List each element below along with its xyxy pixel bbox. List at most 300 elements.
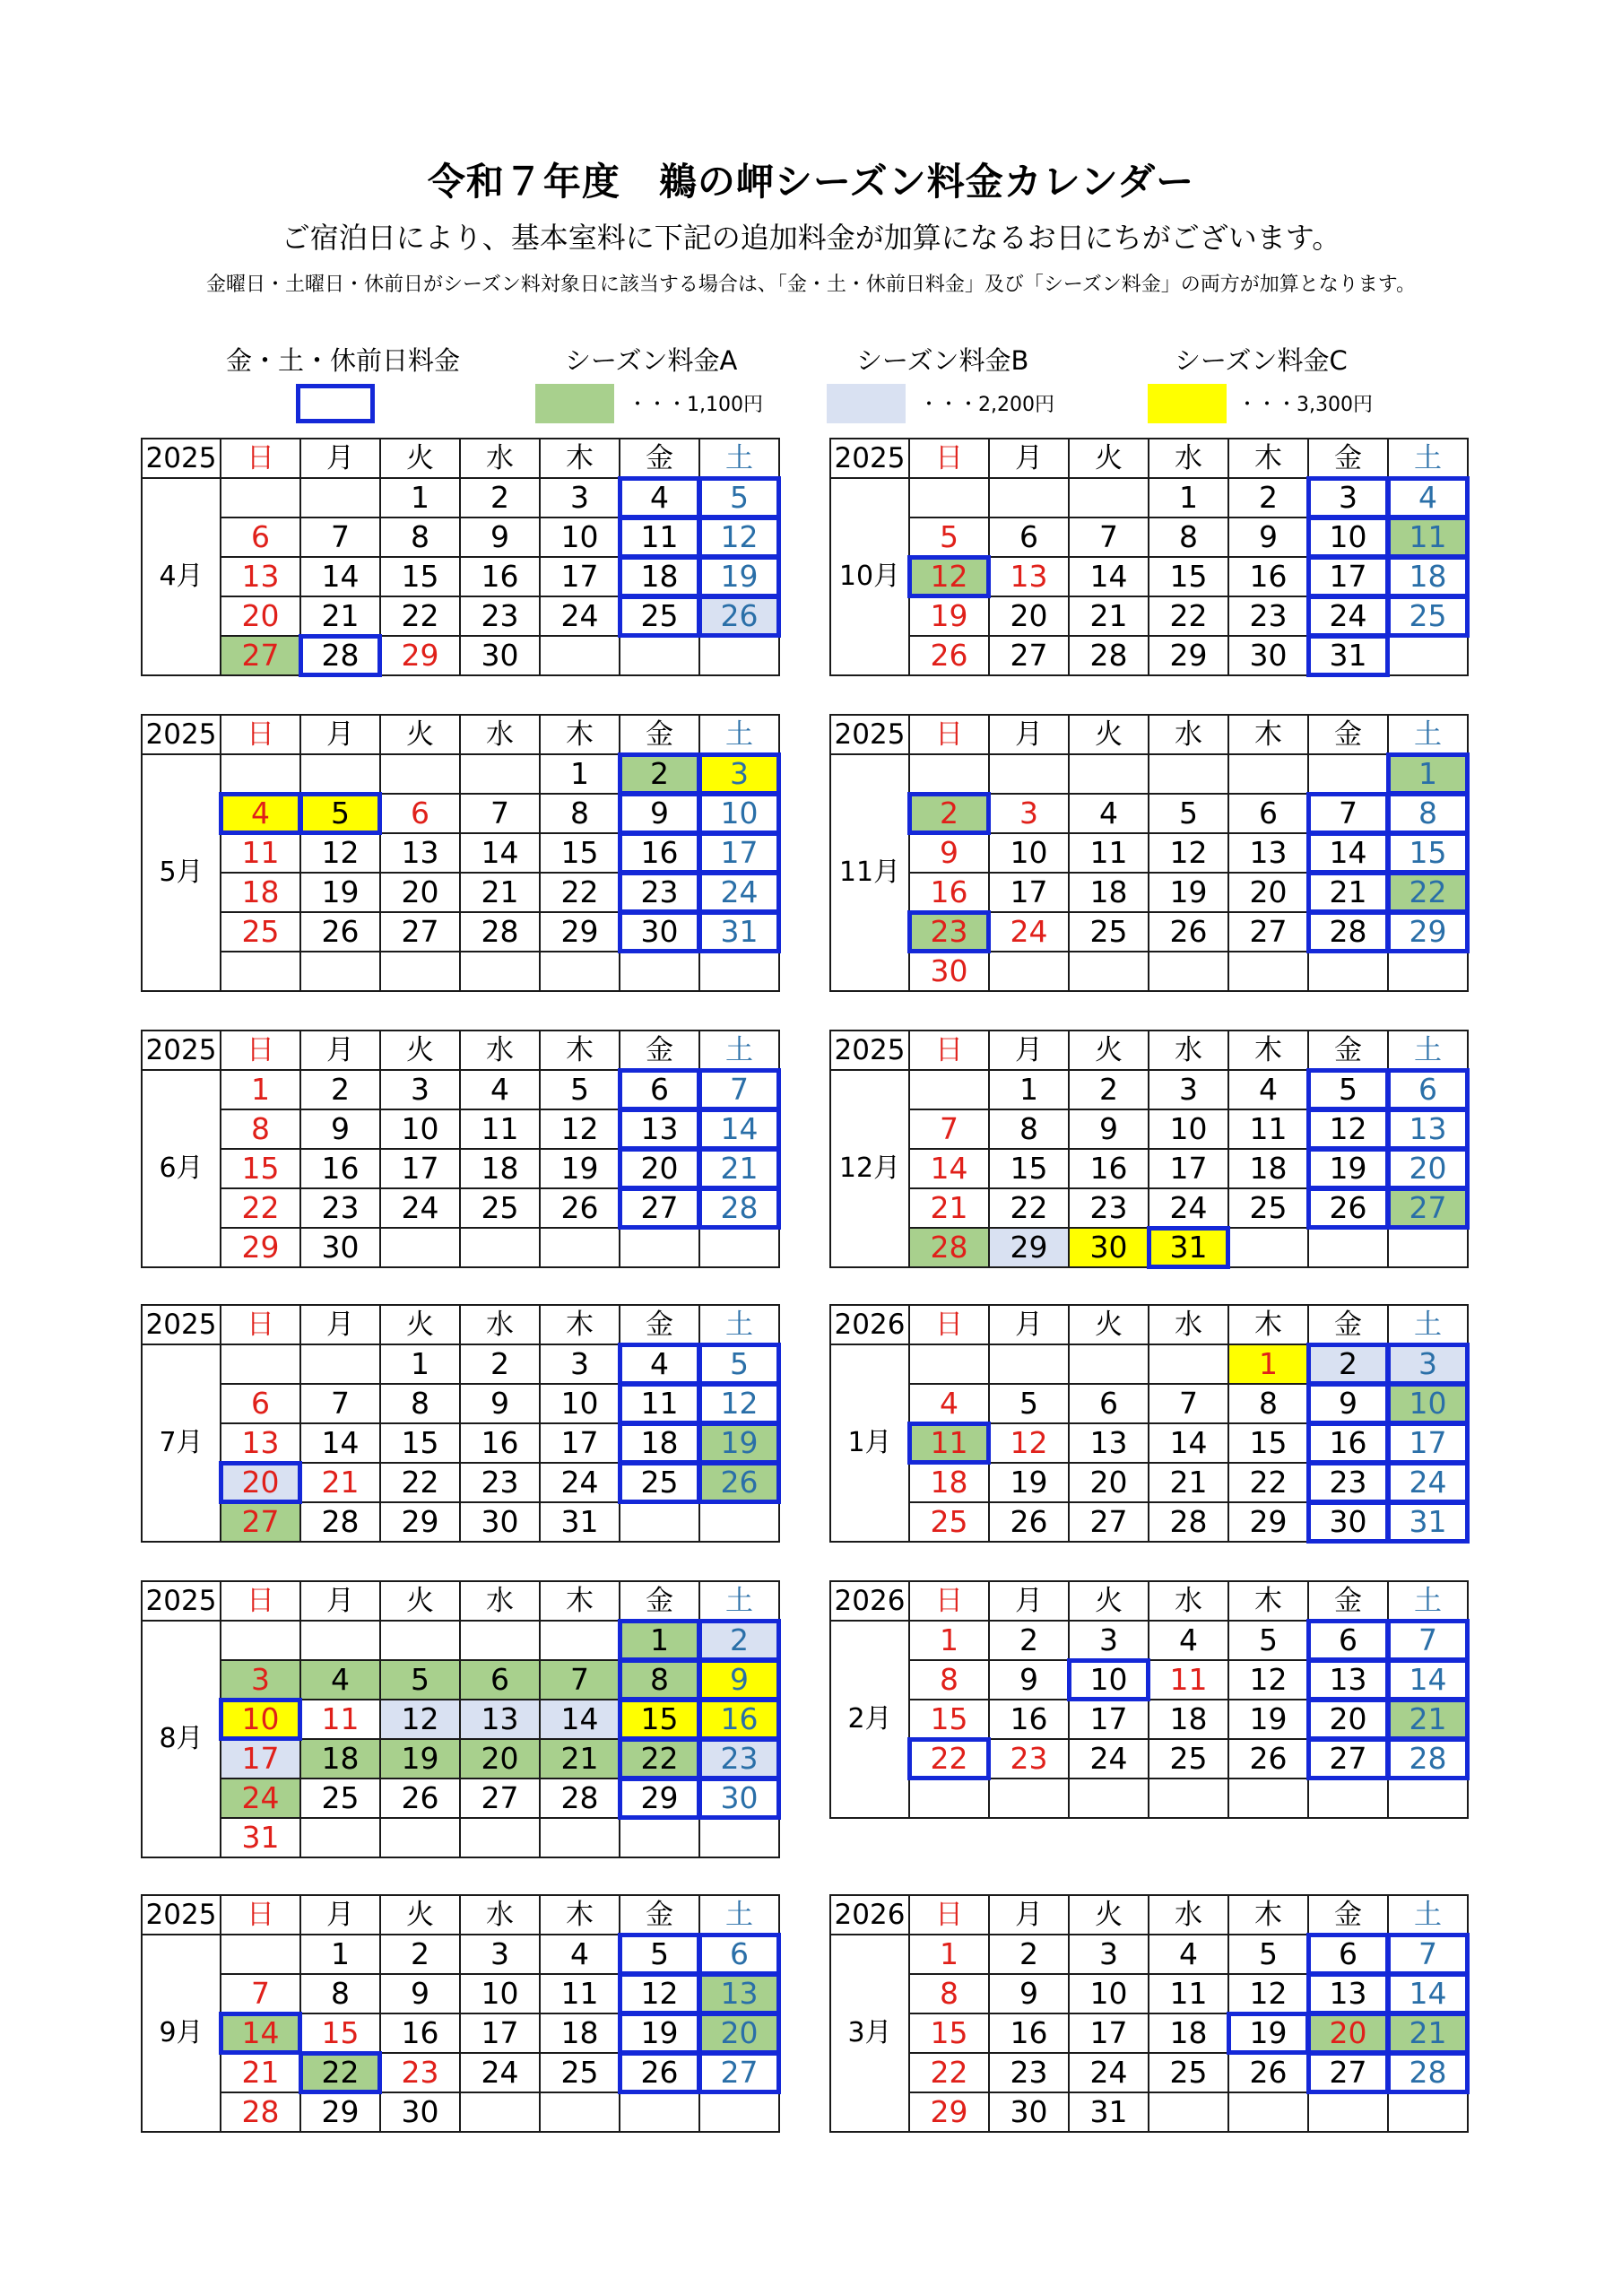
calendar-day: 4	[620, 478, 699, 517]
calendar-day: 10	[1388, 1384, 1468, 1423]
weekday-header: 水	[460, 1895, 540, 1935]
calendar-day: 27	[1228, 912, 1308, 952]
weekday-header: 土	[699, 1305, 779, 1344]
calendar-empty-cell	[380, 952, 460, 991]
calendar-year: 2026	[830, 1895, 909, 1935]
calendar-day: 22	[221, 1188, 300, 1228]
calendar-day: 7	[1069, 517, 1149, 557]
calendar-empty-cell	[1388, 2092, 1468, 2132]
calendar-day: 12	[989, 1423, 1069, 1463]
calendar-day: 30	[909, 952, 989, 991]
calendar-empty-cell	[699, 636, 779, 675]
calendar-day: 26	[1228, 1739, 1308, 1779]
weekday-header: 水	[1149, 715, 1228, 754]
calendar-empty-cell	[909, 754, 989, 794]
calendar-day: 6	[221, 1384, 300, 1423]
calendar-day: 5	[989, 1384, 1069, 1423]
calendar-day: 14	[1308, 833, 1388, 873]
calendar-day: 13	[221, 557, 300, 596]
calendar-day: 1	[989, 1070, 1069, 1109]
calendar-day: 7	[221, 1974, 300, 2013]
calendar-day: 1	[1388, 754, 1468, 794]
month-calendar	[141, 1580, 780, 1858]
calendar-day: 21	[1308, 873, 1388, 912]
weekday-header: 水	[1149, 1895, 1228, 1935]
calendar-day: 20	[620, 1149, 699, 1188]
legend-season-b-swatch	[827, 384, 906, 423]
calendar-day: 15	[380, 557, 460, 596]
month-calendar	[141, 714, 780, 992]
calendar-empty-cell	[1149, 952, 1228, 991]
page-title: 令和７年度 鵜の岬シーズン料金カレンダー	[427, 160, 1195, 204]
calendar-day: 24	[1388, 1463, 1468, 1502]
calendar-day: 9	[1308, 1384, 1388, 1423]
calendar-empty-cell	[540, 1818, 620, 1857]
calendar-year: 2025	[830, 439, 909, 478]
calendar-day: 26	[620, 2053, 699, 2092]
weekday-header: 火	[1069, 715, 1149, 754]
calendar-day: 5	[1308, 1070, 1388, 1109]
calendar-empty-cell	[1149, 754, 1228, 794]
calendar-day: 8	[540, 794, 620, 833]
calendar-day: 21	[699, 1149, 779, 1188]
calendar-day: 12	[1308, 1109, 1388, 1149]
weekday-header: 水	[1149, 439, 1228, 478]
month-label: 7月	[142, 1344, 221, 1542]
calendar-day: 23	[300, 1188, 380, 1228]
calendar-day: 10	[1149, 1109, 1228, 1149]
calendar-day: 15	[221, 1149, 300, 1188]
calendar-day: 25	[1069, 912, 1149, 952]
calendar-day: 20	[221, 596, 300, 636]
calendar-day: 28	[1149, 1502, 1228, 1542]
calendar-day: 10	[699, 794, 779, 833]
calendar-day: 17	[380, 1149, 460, 1188]
calendar-day: 17	[221, 1739, 300, 1779]
calendar-day: 8	[909, 1660, 989, 1700]
calendar-day: 6	[1308, 1935, 1388, 1974]
calendar-day: 14	[1388, 1660, 1468, 1700]
calendar-day: 30	[620, 912, 699, 952]
calendar-day: 10	[1308, 517, 1388, 557]
calendar-empty-cell	[699, 1818, 779, 1857]
calendar-day: 11	[540, 1974, 620, 2013]
calendar-day: 18	[620, 557, 699, 596]
weekday-header: 金	[1308, 1305, 1388, 1344]
calendar-day: 23	[1308, 1463, 1388, 1502]
calendar-day: 25	[1228, 1188, 1308, 1228]
calendar-day: 24	[1069, 2053, 1149, 2092]
calendar-day: 9	[989, 1974, 1069, 2013]
weekday-header: 木	[540, 439, 620, 478]
calendar-day: 1	[620, 1621, 699, 1660]
calendar-year: 2026	[830, 1581, 909, 1621]
calendar-day: 1	[909, 1935, 989, 1974]
weekday-header: 水	[460, 1305, 540, 1344]
calendar-day: 4	[1069, 794, 1149, 833]
month-label: 11月	[830, 754, 909, 991]
calendar-empty-cell	[909, 1070, 989, 1109]
calendar-day: 24	[540, 596, 620, 636]
weekday-header: 火	[380, 1581, 460, 1621]
calendar-day: 25	[1149, 1739, 1228, 1779]
calendar-day: 16	[300, 1149, 380, 1188]
calendar-day: 1	[300, 1935, 380, 1974]
calendar-day: 15	[989, 1149, 1069, 1188]
calendar-day: 7	[300, 1384, 380, 1423]
calendar-day: 29	[540, 912, 620, 952]
calendar-day: 16	[380, 2013, 460, 2053]
calendar-empty-cell	[221, 754, 300, 794]
calendar-day: 17	[989, 873, 1069, 912]
calendar-day: 23	[989, 1739, 1069, 1779]
weekday-header: 金	[1308, 439, 1388, 478]
weekday-header: 土	[1388, 1895, 1468, 1935]
calendar-day: 2	[380, 1935, 460, 1974]
calendar-year: 2025	[142, 715, 221, 754]
calendar-day: 12	[699, 517, 779, 557]
calendar-day: 30	[460, 636, 540, 675]
calendar-day: 5	[909, 517, 989, 557]
calendar-day: 11	[1149, 1974, 1228, 2013]
calendar-empty-cell	[989, 1344, 1069, 1384]
calendar-day: 27	[380, 912, 460, 952]
calendar-empty-cell	[1228, 952, 1308, 991]
calendar-day: 19	[540, 1149, 620, 1188]
weekday-header: 金	[620, 715, 699, 754]
calendar-day: 26	[380, 1779, 460, 1818]
calendar-empty-cell	[460, 2092, 540, 2132]
calendar-day: 2	[1228, 478, 1308, 517]
calendar-day: 3	[1149, 1070, 1228, 1109]
calendar-empty-cell	[989, 952, 1069, 991]
calendar-day: 5	[620, 1935, 699, 1974]
weekday-header: 土	[1388, 715, 1468, 754]
weekday-header: 土	[699, 1895, 779, 1935]
month-label: 12月	[830, 1070, 909, 1267]
calendar-day: 27	[1069, 1502, 1149, 1542]
weekday-header: 土	[1388, 1031, 1468, 1070]
calendar-day: 26	[300, 912, 380, 952]
calendar-day: 17	[540, 1423, 620, 1463]
calendar-day: 25	[620, 1463, 699, 1502]
calendar-day: 14	[1149, 1423, 1228, 1463]
calendar-day: 11	[909, 1423, 989, 1463]
calendar-day: 14	[1388, 1974, 1468, 2013]
weekday-header: 月	[300, 1031, 380, 1070]
calendar-day: 20	[1308, 1700, 1388, 1739]
calendar-day: 30	[1069, 1228, 1149, 1267]
calendar-day: 31	[1149, 1228, 1228, 1267]
calendar-day: 22	[540, 873, 620, 912]
calendar-day: 10	[1069, 1660, 1149, 1700]
weekday-header: 月	[300, 1305, 380, 1344]
weekday-header: 金	[1308, 1031, 1388, 1070]
calendar-day: 18	[540, 2013, 620, 2053]
calendar-empty-cell	[699, 2092, 779, 2132]
calendar-empty-cell	[1308, 1228, 1388, 1267]
calendar-day: 12	[300, 833, 380, 873]
calendar-day: 7	[1388, 1935, 1468, 1974]
calendar-day: 16	[989, 1700, 1069, 1739]
month-calendar	[829, 438, 1469, 676]
calendar-day: 25	[909, 1502, 989, 1542]
calendar-day: 15	[540, 833, 620, 873]
calendar-day: 31	[1308, 636, 1388, 675]
calendar-day: 19	[380, 1739, 460, 1779]
weekday-header: 木	[540, 1305, 620, 1344]
month-calendar	[141, 1894, 780, 2133]
weekday-header: 金	[620, 1895, 699, 1935]
calendar-day: 29	[989, 1228, 1069, 1267]
calendar-day: 28	[221, 2092, 300, 2132]
calendar-day: 29	[300, 2092, 380, 2132]
calendar-day: 16	[460, 1423, 540, 1463]
calendar-day: 1	[1228, 1344, 1308, 1384]
calendar-day: 16	[989, 2013, 1069, 2053]
calendar-day: 17	[1308, 557, 1388, 596]
calendar-day: 23	[620, 873, 699, 912]
calendar-year: 2026	[830, 1305, 909, 1344]
calendar-day: 4	[460, 1070, 540, 1109]
calendar-day: 5	[699, 1344, 779, 1384]
calendar-day: 2	[989, 1621, 1069, 1660]
calendar-day: 11	[460, 1109, 540, 1149]
calendar-empty-cell	[300, 1344, 380, 1384]
legend-season-b-price: ・・・2,200円	[919, 394, 1054, 416]
calendar-day: 6	[460, 1660, 540, 1700]
calendar-day: 19	[1308, 1149, 1388, 1188]
legend-season-a-label: シーズン料金A	[565, 345, 738, 376]
calendar-day: 20	[1228, 873, 1308, 912]
calendar-day: 22	[989, 1188, 1069, 1228]
weekday-header: 月	[989, 1305, 1069, 1344]
weekday-header: 土	[1388, 1305, 1468, 1344]
calendar-day: 11	[1149, 1660, 1228, 1700]
calendar-day: 21	[1069, 596, 1149, 636]
calendar-day: 24	[1149, 1188, 1228, 1228]
weekday-header: 水	[460, 439, 540, 478]
calendar-empty-cell	[1308, 1779, 1388, 1818]
calendar-day: 25	[540, 2053, 620, 2092]
calendar-day: 24	[380, 1188, 460, 1228]
calendar-day: 2	[1308, 1344, 1388, 1384]
calendar-day: 7	[909, 1109, 989, 1149]
calendar-day: 21	[1149, 1463, 1228, 1502]
weekday-header: 月	[989, 1031, 1069, 1070]
calendar-day: 19	[620, 2013, 699, 2053]
calendar-day: 7	[1149, 1384, 1228, 1423]
calendar-day: 15	[380, 1423, 460, 1463]
calendar-day: 21	[1388, 1700, 1468, 1739]
calendar-empty-cell	[460, 952, 540, 991]
calendar-day: 22	[1228, 1463, 1308, 1502]
calendar-day: 9	[699, 1660, 779, 1700]
calendar-empty-cell	[699, 952, 779, 991]
calendar-day: 6	[620, 1070, 699, 1109]
calendar-day: 14	[699, 1109, 779, 1149]
weekday-header: 水	[460, 1581, 540, 1621]
calendar-day: 16	[699, 1700, 779, 1739]
calendar-day: 19	[1228, 1700, 1308, 1739]
calendar-day: 7	[1308, 794, 1388, 833]
calendar-day: 5	[300, 794, 380, 833]
calendar-day: 3	[540, 478, 620, 517]
calendar-day: 14	[460, 833, 540, 873]
calendar-day: 6	[1388, 1070, 1468, 1109]
calendar-empty-cell	[380, 754, 460, 794]
calendar-day: 27	[989, 636, 1069, 675]
calendar-empty-cell	[989, 478, 1069, 517]
weekday-header: 月	[300, 715, 380, 754]
calendar-day: 15	[1228, 1423, 1308, 1463]
calendar-day: 17	[1388, 1423, 1468, 1463]
calendar-day: 10	[460, 1974, 540, 2013]
calendar-day: 23	[460, 596, 540, 636]
weekday-header: 金	[620, 439, 699, 478]
calendar-empty-cell	[1388, 1779, 1468, 1818]
calendar-empty-cell	[1388, 952, 1468, 991]
weekday-header: 火	[380, 1031, 460, 1070]
calendar-day: 13	[620, 1109, 699, 1149]
calendar-empty-cell	[909, 1344, 989, 1384]
calendar-day: 3	[989, 794, 1069, 833]
calendar-day: 9	[1069, 1109, 1149, 1149]
calendar-empty-cell	[221, 1621, 300, 1660]
legend-season-c-swatch	[1148, 384, 1227, 423]
calendar-empty-cell	[300, 952, 380, 991]
calendar-day: 25	[300, 1779, 380, 1818]
weekday-header: 日	[221, 439, 300, 478]
weekday-header: 火	[1069, 439, 1149, 478]
calendar-day: 16	[1069, 1149, 1149, 1188]
calendar-day: 11	[620, 517, 699, 557]
weekday-header: 金	[620, 1031, 699, 1070]
calendar-day: 26	[699, 596, 779, 636]
calendar-day: 23	[1228, 596, 1308, 636]
weekday-header: 日	[909, 1895, 989, 1935]
weekday-header: 水	[1149, 1031, 1228, 1070]
weekday-header: 火	[380, 439, 460, 478]
calendar-day: 28	[300, 636, 380, 675]
calendar-day: 11	[1388, 517, 1468, 557]
calendar-day: 1	[909, 1621, 989, 1660]
legend-fri-sat-label: 金・土・休前日料金	[226, 345, 461, 376]
calendar-day: 3	[380, 1070, 460, 1109]
weekday-header: 火	[1069, 1305, 1149, 1344]
calendar-empty-cell	[1308, 754, 1388, 794]
calendar-day: 29	[1228, 1502, 1308, 1542]
calendar-day: 25	[460, 1188, 540, 1228]
calendar-day: 23	[909, 912, 989, 952]
calendar-day: 5	[1228, 1621, 1308, 1660]
weekday-header: 水	[1149, 1305, 1228, 1344]
weekday-header: 日	[221, 715, 300, 754]
calendar-day: 8	[1388, 794, 1468, 833]
calendar-day: 11	[620, 1384, 699, 1423]
calendar-empty-cell	[620, 1502, 699, 1542]
calendar-day: 29	[1149, 636, 1228, 675]
calendar-day: 15	[909, 1700, 989, 1739]
weekday-header: 土	[1388, 1581, 1468, 1621]
calendar-empty-cell	[1308, 2092, 1388, 2132]
calendar-empty-cell	[1149, 2092, 1228, 2132]
calendar-day: 11	[1069, 833, 1149, 873]
calendar-day: 10	[380, 1109, 460, 1149]
calendar-empty-cell	[699, 1228, 779, 1267]
calendar-empty-cell	[1069, 1344, 1149, 1384]
calendar-day: 26	[1228, 2053, 1308, 2092]
calendar-day: 2	[699, 1621, 779, 1660]
calendar-day: 28	[540, 1779, 620, 1818]
calendar-day: 1	[380, 1344, 460, 1384]
calendar-empty-cell	[1308, 952, 1388, 991]
calendar-day: 24	[1069, 1739, 1149, 1779]
calendar-day: 31	[221, 1818, 300, 1857]
calendar-empty-cell	[1228, 754, 1308, 794]
weekday-header: 木	[1228, 1895, 1308, 1935]
calendar-day: 29	[1388, 912, 1468, 952]
calendar-day: 24	[1308, 596, 1388, 636]
calendar-day: 29	[620, 1779, 699, 1818]
calendar-day: 25	[1388, 596, 1468, 636]
weekday-header: 木	[540, 715, 620, 754]
calendar-day: 18	[620, 1423, 699, 1463]
calendar-day: 3	[1308, 478, 1388, 517]
calendar-day: 22	[380, 1463, 460, 1502]
weekday-header: 月	[300, 439, 380, 478]
weekday-header: 土	[1388, 439, 1468, 478]
calendar-day: 24	[989, 912, 1069, 952]
calendar-day: 12	[909, 557, 989, 596]
calendar-day: 12	[380, 1700, 460, 1739]
weekday-header: 木	[1228, 1031, 1308, 1070]
calendar-day: 26	[909, 636, 989, 675]
calendar-day: 31	[540, 1502, 620, 1542]
calendar-day: 27	[620, 1188, 699, 1228]
calendar-day: 7	[540, 1660, 620, 1700]
calendar-day: 18	[909, 1463, 989, 1502]
calendar-day: 20	[460, 1739, 540, 1779]
calendar-day: 12	[1228, 1974, 1308, 2013]
calendar-day: 28	[909, 1228, 989, 1267]
calendar-day: 2	[620, 754, 699, 794]
calendar-day: 23	[699, 1739, 779, 1779]
weekday-header: 月	[989, 439, 1069, 478]
weekday-header: 木	[1228, 1581, 1308, 1621]
calendar-day: 21	[1388, 2013, 1468, 2053]
calendar-day: 4	[300, 1660, 380, 1700]
weekday-header: 火	[380, 1895, 460, 1935]
calendar-empty-cell	[1149, 1779, 1228, 1818]
calendar-day: 19	[699, 557, 779, 596]
month-calendar	[829, 1030, 1469, 1268]
calendar-day: 9	[460, 1384, 540, 1423]
calendar-empty-cell	[380, 1621, 460, 1660]
calendar-year: 2025	[830, 1031, 909, 1070]
weekday-header: 火	[1069, 1895, 1149, 1935]
weekday-header: 日	[909, 715, 989, 754]
calendar-day: 23	[460, 1463, 540, 1502]
calendar-day: 9	[1228, 517, 1308, 557]
calendar-day: 13	[1228, 833, 1308, 873]
calendar-day: 28	[699, 1188, 779, 1228]
calendar-day: 12	[540, 1109, 620, 1149]
calendar-empty-cell	[540, 952, 620, 991]
calendar-empty-cell	[909, 1779, 989, 1818]
calendar-empty-cell	[1388, 1228, 1468, 1267]
calendar-year: 2025	[142, 439, 221, 478]
